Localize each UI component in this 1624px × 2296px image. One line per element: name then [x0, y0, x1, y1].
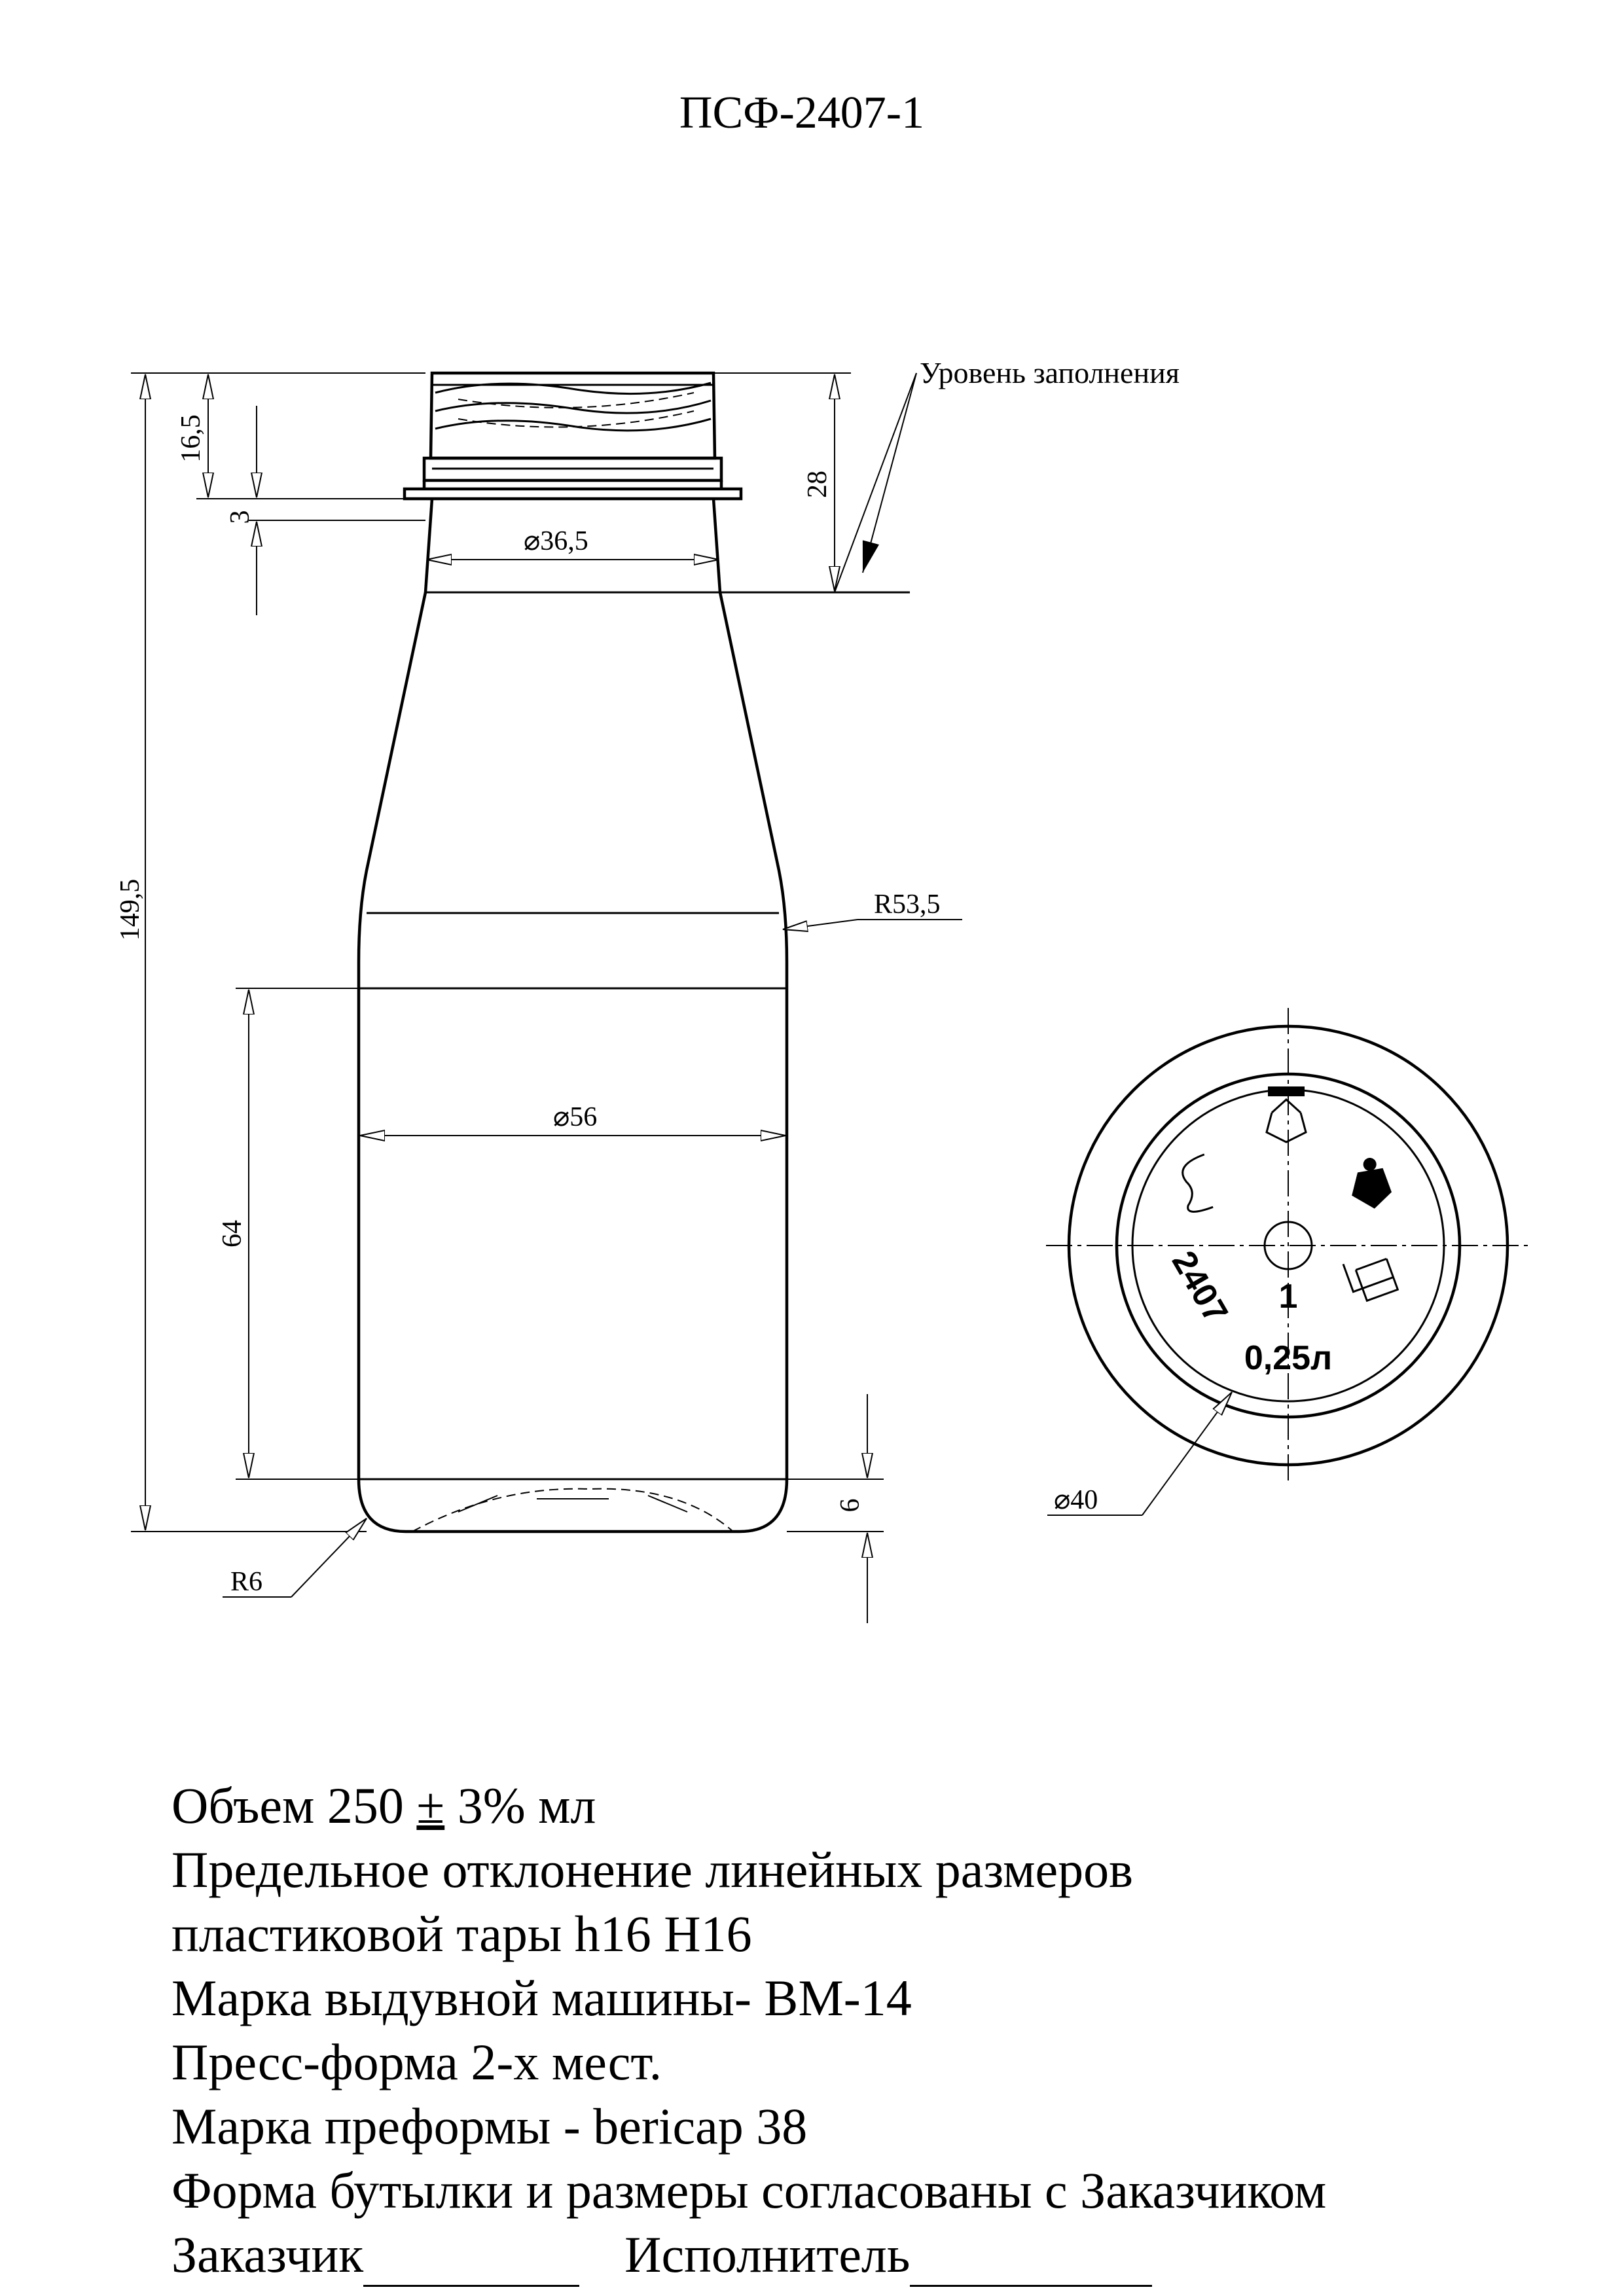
drawing-title: ПСФ-2407-1: [679, 88, 925, 138]
cavity-number: 1: [1278, 1278, 1298, 1316]
person-recycling-symbol: [1346, 1155, 1401, 1211]
recycle-symbol: [1267, 1086, 1306, 1142]
mold-number: 2407: [1164, 1244, 1235, 1330]
dim-neck-diameter: [427, 526, 719, 560]
svg-text:R53,5: R53,5: [874, 889, 941, 920]
note-volume: Объем 250 ± 3% мл: [171, 1777, 596, 1834]
svg-text:64: 64: [217, 1220, 247, 1247]
svg-text:⌀36,5: ⌀36,5: [524, 526, 588, 556]
note-agreed: Форма бутылки и размеры согласованы с Заказчиком: [171, 2162, 1327, 2219]
contractor-label: Исполнитель: [624, 2226, 911, 2283]
bottom-view: [1046, 1008, 1530, 1482]
note-preform: Марка преформы - bericap 38: [171, 2098, 808, 2155]
dim-collar: [225, 406, 425, 615]
svg-text:3: 3: [225, 510, 255, 524]
svg-text:6: 6: [835, 1498, 865, 1513]
dim-neck-height: [176, 374, 405, 499]
contractor-signature-blank[interactable]: [910, 2239, 1152, 2287]
dim-body-diameter: [360, 1102, 785, 1136]
fill-level-label: Уровень заполнения: [920, 356, 1180, 389]
notes-block: [171, 1774, 1579, 2287]
svg-text:16,5: 16,5: [176, 414, 206, 463]
note-mold: Пресс-форма 2-х мест.: [171, 2034, 662, 2090]
volume-mark: 0,25л: [1244, 1339, 1333, 1377]
note-tolerance-1: Предельное отклонение линейных размеров: [171, 1841, 1133, 1898]
note-machine: Марка выдувной машины- ВМ-14: [171, 1969, 912, 2026]
dim-base-height: [787, 1394, 884, 1623]
dim-finish-to-fill: [713, 373, 851, 591]
customer-signature-blank[interactable]: [363, 2239, 579, 2287]
svg-text:149,5: 149,5: [115, 878, 145, 941]
svg-text:⌀40: ⌀40: [1054, 1485, 1098, 1515]
dim-bottom-diameter: [1047, 1392, 1232, 1515]
customer-label: Заказчик: [171, 2226, 364, 2283]
note-tolerance-2: пластиковой тары h16 H16: [171, 1905, 752, 1962]
dim-label-height: [217, 988, 359, 1479]
dim-shoulder-radius: [783, 889, 962, 929]
svg-text:R6: R6: [230, 1567, 263, 1597]
signature-line: [171, 2223, 1579, 2287]
s-shaped-symbol: [1172, 1155, 1222, 1215]
fill-level-leader: [835, 373, 916, 592]
svg-text:⌀56: ⌀56: [553, 1102, 598, 1132]
manufacturer-logo: [1343, 1249, 1398, 1304]
dim-base-radius: [223, 1518, 367, 1597]
svg-text:28: 28: [803, 471, 833, 498]
dim-total-height: [115, 373, 425, 1532]
